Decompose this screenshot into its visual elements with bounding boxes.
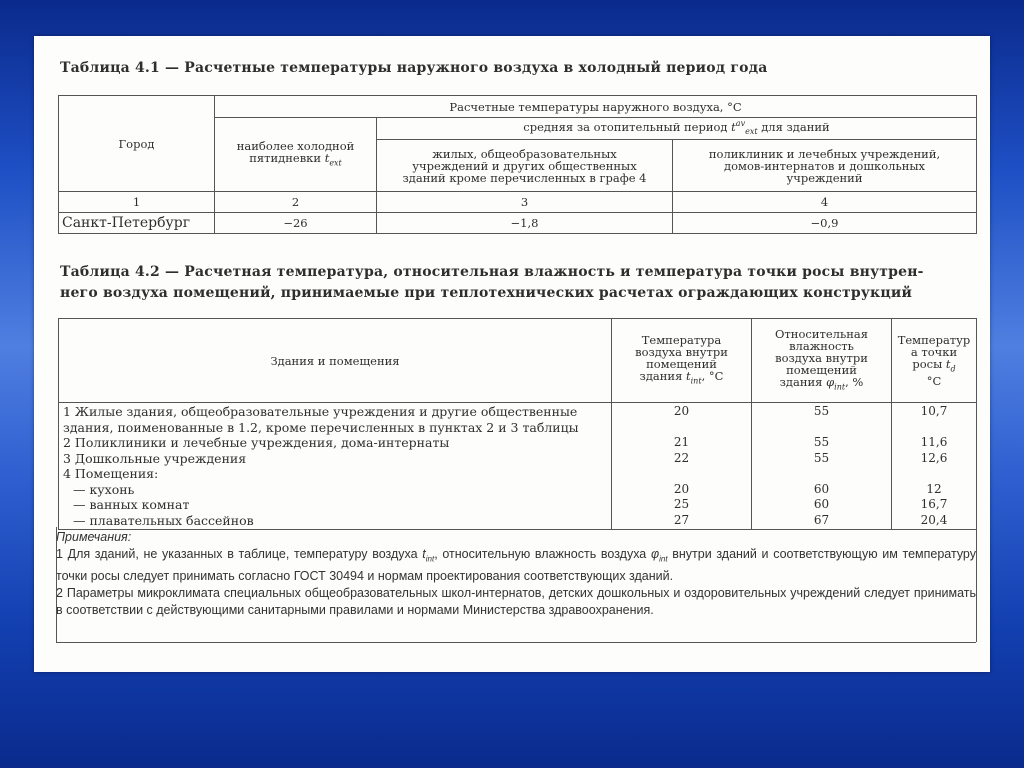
table2 xyxy=(58,318,977,530)
table2-dewpoint-column: 10,7 11,6 12,6 12 16,7 20,4 xyxy=(892,403,977,530)
note-1: 1 Для зданий, не указанных в таблице, температуру воздуха $t_{int}$, относительную влажность воздуха $\varphi_{int}$ внутри зданий и соответствующую им температуру точки росы следует принимать согласно ГОСТ 30494 и нормам проектирования соответствующих зданий. xyxy=(56,547,976,583)
table-row: — ванных комнат xyxy=(73,497,190,512)
table1-colnum-2: 2 xyxy=(215,192,377,213)
note-2: 2 Параметры микроклимата специальных общеобразовательных школ-интернатов, детских дошкольных и оздоровительных учреждений следует принимать в соответствии с действующими санитарными правилами и нормами Министерства здравоохранения. xyxy=(56,585,976,617)
table1-cell-coldest: −26 xyxy=(215,213,377,234)
table2-title-line1: Таблица 4.2 — Расчетная температура, относительная влажность и температура точки росы внутрен- xyxy=(60,264,924,280)
table1-cell-city: Санкт-Петербург xyxy=(59,213,215,234)
table-row: 4 Помещения: xyxy=(63,466,159,481)
table1-header-city: Город xyxy=(59,96,215,192)
table-row: — плавательных бассейнов xyxy=(73,512,254,528)
table1-colnum-3: 3 xyxy=(377,192,673,213)
table2-humidity-column: 55 55 55 60 60 67 xyxy=(752,403,892,530)
notes-heading: Примечания: xyxy=(56,530,132,544)
table2-header-temp: Температура воздуха внутри помещений здания $t_{int}$, °С xyxy=(612,319,752,403)
document-sheet xyxy=(34,36,990,672)
table2-header-humidity: Относительная влажность воздуха внутри помещений здания $\varphi_{int}$, % xyxy=(752,319,892,403)
table1-cell-clinics: −0,9 xyxy=(673,213,977,234)
table1-header-coldest: наиболее холодной пятидневки $t_{ext}$ xyxy=(215,118,377,192)
table1-title: Таблица 4.1 — Расчетные температуры наружного воздуха в холодный период года xyxy=(60,60,768,76)
table2-temp-column: 20 21 22 20 25 27 xyxy=(612,403,752,530)
notes-side-left xyxy=(56,527,57,642)
table2-names-column xyxy=(59,403,612,530)
table1-header-clinics: поликлиник и лечебных учреждений, домов-интернатов и дошкольных учреждений xyxy=(673,140,977,192)
table-row: 3 Дошкольные учреждения xyxy=(63,450,247,466)
table1-colnum-4: 4 xyxy=(673,192,977,213)
table-row: здания, поименованные в 1.2, кроме перечисленных в пунктах 2 и 3 таблицы xyxy=(63,419,579,435)
table1 xyxy=(58,95,977,234)
table2-notes xyxy=(56,529,976,619)
table1-header-main: Расчетные температуры наружного воздуха, °С xyxy=(215,96,977,118)
notes-side-right xyxy=(976,527,977,642)
table1-colnum-1: 1 xyxy=(59,192,215,213)
notes-bottom-rule xyxy=(56,642,976,643)
table2-header-dewpoint: Температур а точки росы $t_d$ °С xyxy=(892,319,977,403)
table-row: — кухонь xyxy=(73,481,135,497)
table-row: 2 Поликлиники и лечебные учреждения, дома-интернаты xyxy=(63,435,450,450)
table1-header-average: средняя за отопительный период $t^{av}_{ext}$ для зданий xyxy=(377,118,977,140)
table2-header-buildings: Здания и помещения xyxy=(59,319,612,403)
table-row: 1 Жилые здания, общеобразовательные учреждения и другие общественные xyxy=(63,404,578,419)
table1-header-residential: жилых, общеобразовательных учреждений и других общественных зданий кроме перечисленных в графе 4 xyxy=(377,140,673,192)
table2-title-line2: него воздуха помещений, принимаемые при теплотехнических расчетах ограждающих конструкций xyxy=(60,285,913,301)
table1-cell-residential: −1,8 xyxy=(377,213,673,234)
